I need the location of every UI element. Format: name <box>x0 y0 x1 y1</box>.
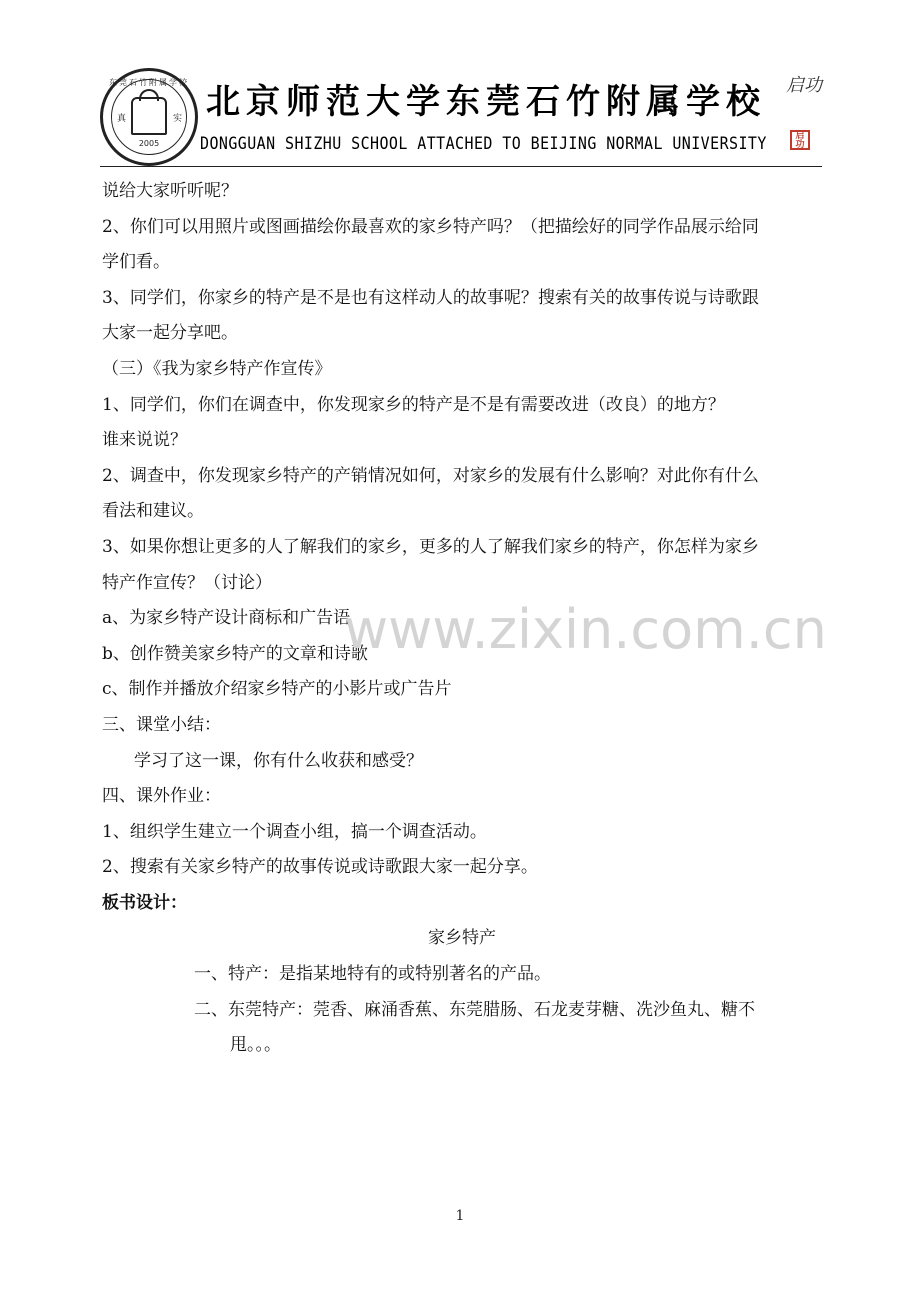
list-item: c、制作并播放介绍家乡特产的小影片或广告片 <box>102 679 452 700</box>
paragraph-line: 1、同学们，你们在调查中，你发现家乡的特产是不是有需要改进（改良）的地方？ <box>102 394 725 415</box>
logo-year: 2005 <box>138 139 160 148</box>
section-heading: 四、课外作业： <box>102 786 221 807</box>
school-name-chinese: 北京师范大学东莞石竹附属学校 <box>206 82 766 122</box>
list-item: 2、搜索有关家乡特产的故事传说或诗歌跟大家一起分享。 <box>102 857 538 878</box>
paragraph-line: 谁来说说？ <box>102 430 187 451</box>
logo-bag-icon <box>131 97 167 135</box>
paragraph-line: 特产作宣传？（讨论） <box>102 572 272 593</box>
paragraph-line: 学习了这一课，你有什么收获和感受？ <box>134 750 423 771</box>
school-logo <box>100 68 198 166</box>
section-heading: 三、课堂小结： <box>102 714 221 735</box>
paragraph-line: 学们看。 <box>102 252 170 273</box>
calligraphy-signature: 启功 <box>786 75 822 96</box>
paragraph-line: 3、同学们，你家乡的特产是不是也有这样动人的故事呢？搜索有关的故事传说与诗歌跟 <box>102 287 759 308</box>
logo-ring-text: 东莞石竹附属学校 <box>109 78 189 87</box>
board-design-title: 家乡特产 <box>428 928 496 949</box>
board-design-heading: 板书设计： <box>102 892 187 913</box>
page-header <box>100 64 820 174</box>
page-number: 1 <box>455 1208 465 1224</box>
document-body <box>102 174 822 1064</box>
board-design-item: 一、特产：是指某地特有的或特别著名的产品。 <box>194 964 551 985</box>
list-item: b、创作赞美家乡特产的文章和诗歌 <box>102 643 368 664</box>
school-name-english: DONGGUAN SHIZHU SCHOOL ATTACHED TO BEIJING NORMAL UNIVERSITY <box>200 134 767 154</box>
board-design-item: 二、东莞特产：莞香、麻涌香蕉、东莞腊肠、石龙麦芽糖、冼沙鱼丸、糖不 <box>194 999 755 1020</box>
board-design-item-continued: 甩。。。 <box>230 1035 281 1056</box>
logo-right-char: 实 <box>173 114 183 124</box>
section-heading: （三）《我为家乡特产作宣传》 <box>102 358 332 379</box>
header-divider <box>100 166 822 167</box>
paragraph-line: 2、调查中，你发现家乡特产的产销情况如何，对家乡的发展有什么影响？对此你有什么 <box>102 465 759 486</box>
list-item: a、为家乡特产设计商标和广告语 <box>102 608 351 629</box>
paragraph-line: 说给大家听听呢？ <box>102 181 238 201</box>
logo-left-char: 真 <box>117 114 127 124</box>
list-item: 1、组织学生建立一个调查小组，搞一个调查活动。 <box>102 821 487 842</box>
watermark: www.zixin.com.cn <box>344 598 827 661</box>
red-seal-stamp: 启功 <box>790 130 810 150</box>
paragraph-line: 大家一起分享吧。 <box>102 323 238 344</box>
paragraph-line: 看法和建议。 <box>102 501 204 522</box>
paragraph-line: 2、你们可以用照片或图画描绘你最喜欢的家乡特产吗？（把描绘好的同学作品展示给同 <box>102 216 759 237</box>
paragraph-line: 3、如果你想让更多的人了解我们的家乡，更多的人了解我们家乡的特产，你怎样为家乡 <box>102 536 759 557</box>
